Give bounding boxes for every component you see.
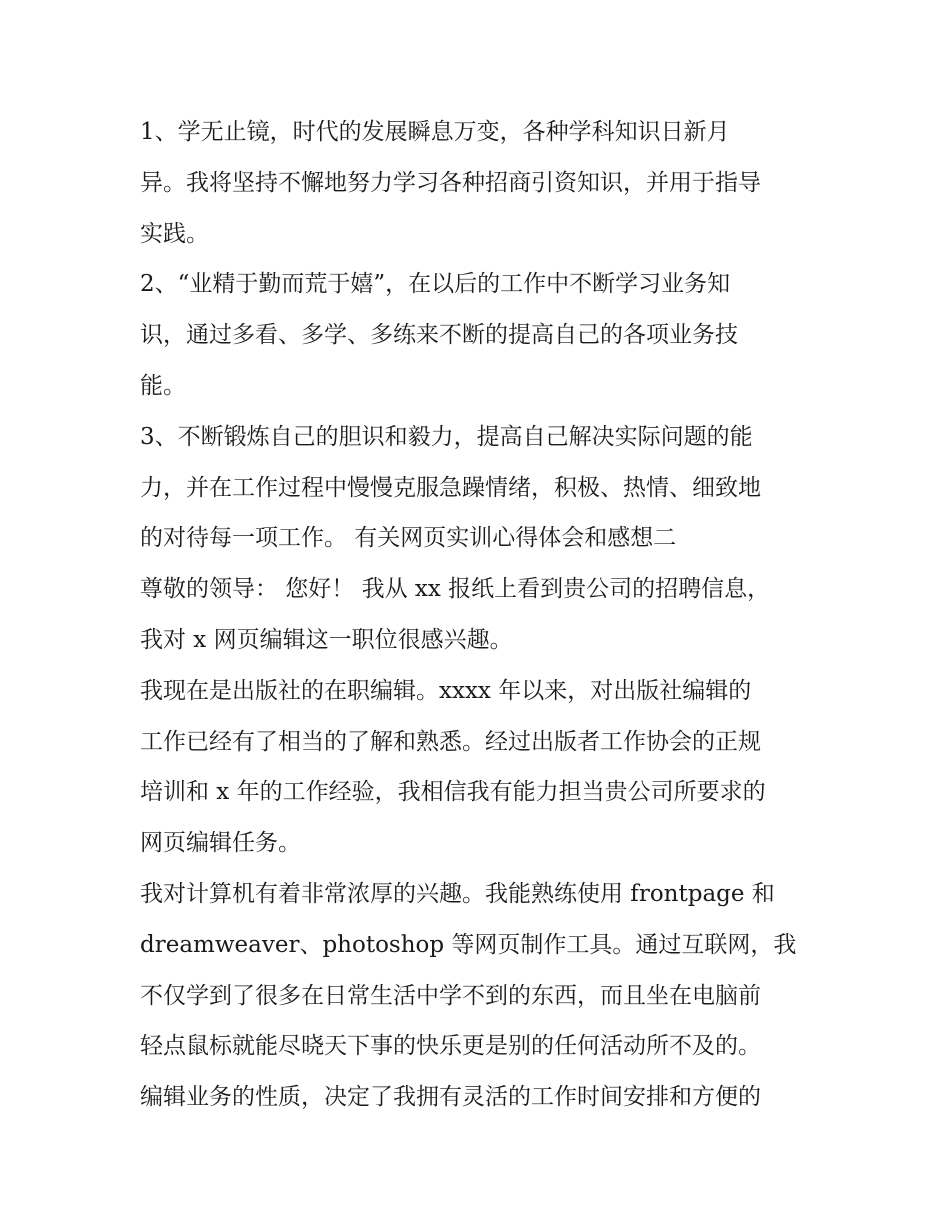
text-line: 3、不断锻炼自己的胆识和毅力，提高自己解决实际问题的能 xyxy=(140,423,753,450)
text-line: 实践。 xyxy=(140,220,209,247)
text-line: 识，通过多看、多学、多练来不断的提高自己的各项业务技 xyxy=(140,322,738,349)
text-line: 工作已经有了相当的了解和熟悉。经过出版者工作协会的正规 xyxy=(140,728,761,755)
text-line: 我对计算机有着非常浓厚的兴趣。我能熟练使用 frontpage 和 xyxy=(140,880,775,907)
text-line: 能。 xyxy=(140,372,186,399)
text-line: 的对待每一项工作。 有关网页实训心得体会和感想二 xyxy=(140,525,677,552)
text-line: 网页编辑任务。 xyxy=(140,830,301,857)
text-line: 尊敬的领导： 您好！ 我从 xx 报纸上看到贵公司的招聘信息， xyxy=(140,576,771,603)
text-line: 1、学无止镜，时代的发展瞬息万变，各种学科知识日新月 xyxy=(140,119,730,145)
text-line: 我对 x 网页编辑这一职位很感兴趣。 xyxy=(140,626,513,653)
document-body xyxy=(140,107,820,1123)
text-line: 2、“业精于勤而荒于嬉”，在以后的工作中不断学习业务知 xyxy=(140,271,731,298)
text-line: 力，并在工作过程中慢慢克服急躁情绪，积极、热情、细致地 xyxy=(140,474,761,501)
text-line: 培训和 x 年的工作经验，我相信我有能力担当贵公司所要求的 xyxy=(140,779,766,806)
text-line: 异。我将坚持不懈地努力学习各种招商引资知识，并用于指导 xyxy=(140,169,761,196)
text-line: 不仅学到了很多在日常生活中学不到的东西，而且坐在电脑前 xyxy=(140,982,761,1009)
text-line: 轻点鼠标就能尽晓天下事的快乐更是别的任何活动所不及的。 xyxy=(140,1033,761,1060)
text-line: 我现在是出版社的在职编辑。xxxx 年以来，对出版社编辑的 xyxy=(140,677,752,704)
text-line: dreamweaver、photoshop 等网页制作工具。通过互联网，我 xyxy=(140,931,797,958)
text-line: 编辑业务的性质，决定了我拥有灵活的工作时间安排和方便的 xyxy=(140,1084,761,1111)
